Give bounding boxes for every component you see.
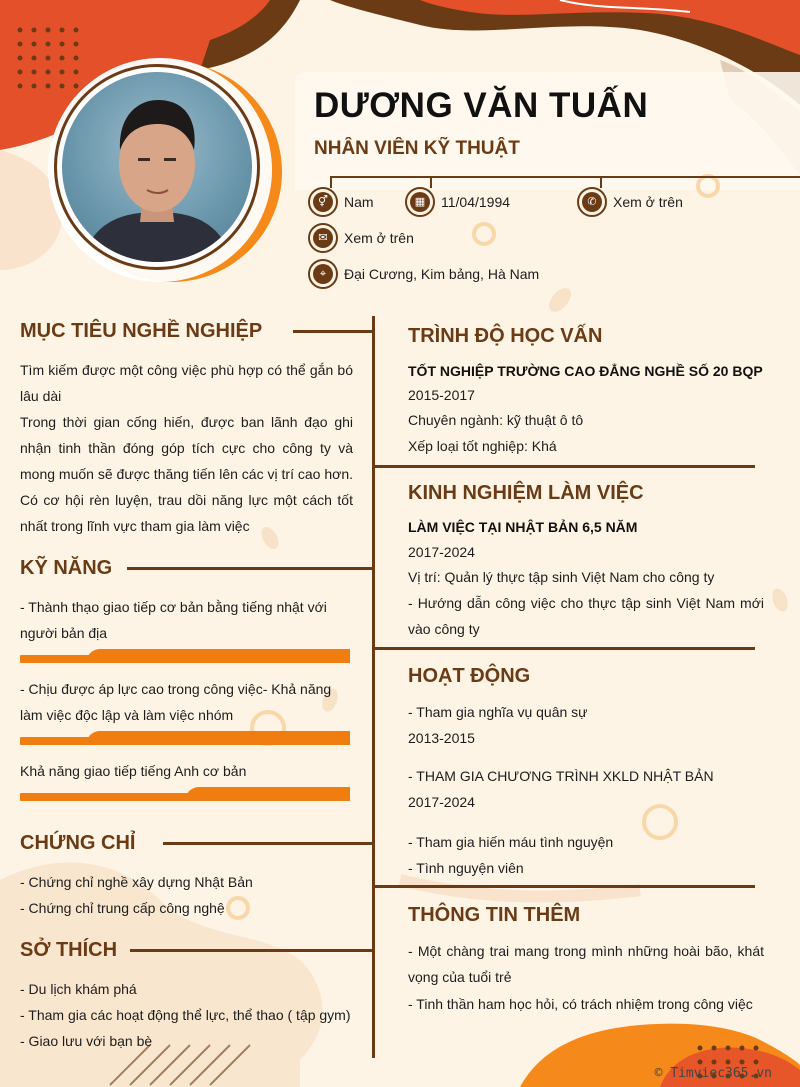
objective-title: MỤC TIÊU NGHỀ NGHIỆP [20,320,263,342]
certificates-title: CHỨNG CHỈ [20,832,136,854]
calendar-icon: ▦ [405,187,435,217]
candidate-name: DƯƠNG VĂN TUẤN [314,86,649,125]
column-divider [372,316,375,1058]
experience-description: - Hướng dẫn công việc cho thực tập sinh Việt Nam mới vào công ty [408,595,764,637]
education-major: Chuyên ngành: kỹ thuật ô tô [408,412,584,428]
hobby-item: - Du lịch khám phá [20,981,137,997]
profile-photo-frame [54,64,260,270]
skill-item: - Chịu được áp lực cao trong công việc- Khả năng làm việc độc lập và làm việc nhóm [20,681,332,723]
education-title: TRÌNH ĐỘ HỌC VẤN [408,325,603,347]
experience-title: KINH NGHIỆM LÀM VIỆC [408,482,644,504]
objective-text-1: Tìm kiếm được một công việc phù hợp có thể gắn bó lâu dài [20,362,353,404]
gender-value: Nam [344,194,374,210]
envelope-icon: ✉ [308,223,338,253]
activity-item: - Tình nguyện viên [408,860,524,876]
objective-text-2: Trong thời gian cống hiến, được ban lãnh đạo ghi nhận tinh thần đóng góp tích cực cho công ty và mong muốn sẽ được thăng tiến lên các vị trí cao hơn. Có cơ hội rèn luyện, trau dồi năng lực một cách tốt nhất trong lĩnh vực tham gia làm việc [20,414,353,534]
hobby-item: - Tham gia các hoạt động thể lực, thể thao ( tập gym) [20,1007,351,1023]
phone-icon: ✆ [577,187,607,217]
activity-period: 2013-2015 [408,730,475,746]
hobbies-title-rule [130,949,375,952]
contact-birthday [405,187,510,217]
education-period: 2015-2017 [408,387,475,403]
objective-title-rule [293,330,375,333]
experience-period: 2017-2024 [408,544,475,560]
hobby-item: - Giao lưu với bạn bè [20,1033,153,1049]
location-pin-icon: ⌖ [308,259,338,289]
experience-position: Vị trí: Quản lý thực tập sinh Việt Nam cho công ty [408,569,715,585]
more-info-text-1: - Một chàng trai mang trong mình những hoài bão, khát vọng của tuổi trẻ [408,943,764,985]
certificates-title-rule [163,842,375,845]
skill-level-bar [20,649,350,663]
contact-phone [577,187,683,217]
education-school: TỐT NGHIỆP TRƯỜNG CAO ĐẲNG NGHỀ SỐ 20 BQP [408,363,763,379]
more-info-title: THÔNG TIN THÊM [408,904,581,926]
more-info-text-2: - Tinh thần ham học hỏi, có trách nhiệm trong công việc [408,996,753,1012]
contact-gender [308,187,374,217]
profile-photo [62,72,252,262]
experience-company: LÀM VIỆC TẠI NHẬT BẢN 6,5 NĂM [408,519,638,535]
phone-value: Xem ở trên [613,194,683,210]
section-separator [375,465,755,468]
watermark: © Timviec365.vn [654,1066,772,1081]
address-value: Đại Cương, Kim bảng, Hà Nam [344,266,540,282]
activity-item: - Tham gia nghĩa vụ quân sự [408,704,588,720]
skill-item: Khả năng giao tiếp tiếng Anh cơ bản [20,763,247,779]
activity-period: 2017-2024 [408,794,475,810]
header-rule [330,176,800,178]
section-separator [375,885,755,888]
activity-item: - THAM GIA CHƯƠNG TRÌNH XKLD NHẬT BẢN [408,768,714,784]
skill-level-bar [20,731,350,745]
contact-address [308,259,539,289]
activity-item: - Tham gia hiến máu tình nguyện [408,834,614,850]
skill-item: - Thành thạo giao tiếp cơ bản bằng tiếng nhật với người bản địa [20,599,327,641]
section-separator [375,647,755,650]
skill-level-bar [20,787,350,801]
contact-email [308,223,414,253]
email-value: Xem ở trên [344,230,414,246]
birthday-value: 11/04/1994 [441,194,511,210]
certificate-item: - Chứng chỉ nghề xây dựng Nhật Bản [20,874,253,890]
skills-title: KỸ NĂNG [20,557,113,579]
education-grade: Xếp loại tốt nghiệp: Khá [408,438,557,454]
hobbies-title: SỞ THÍCH [20,939,118,961]
activities-title: HOẠT ĐỘNG [408,665,531,687]
job-title: NHÂN VIÊN KỸ THUẬT [314,138,520,159]
skills-title-rule [127,567,375,570]
gender-icon: ⚥ [308,187,338,217]
certificate-item: - Chứng chỉ trung cấp công nghệ [20,900,225,916]
